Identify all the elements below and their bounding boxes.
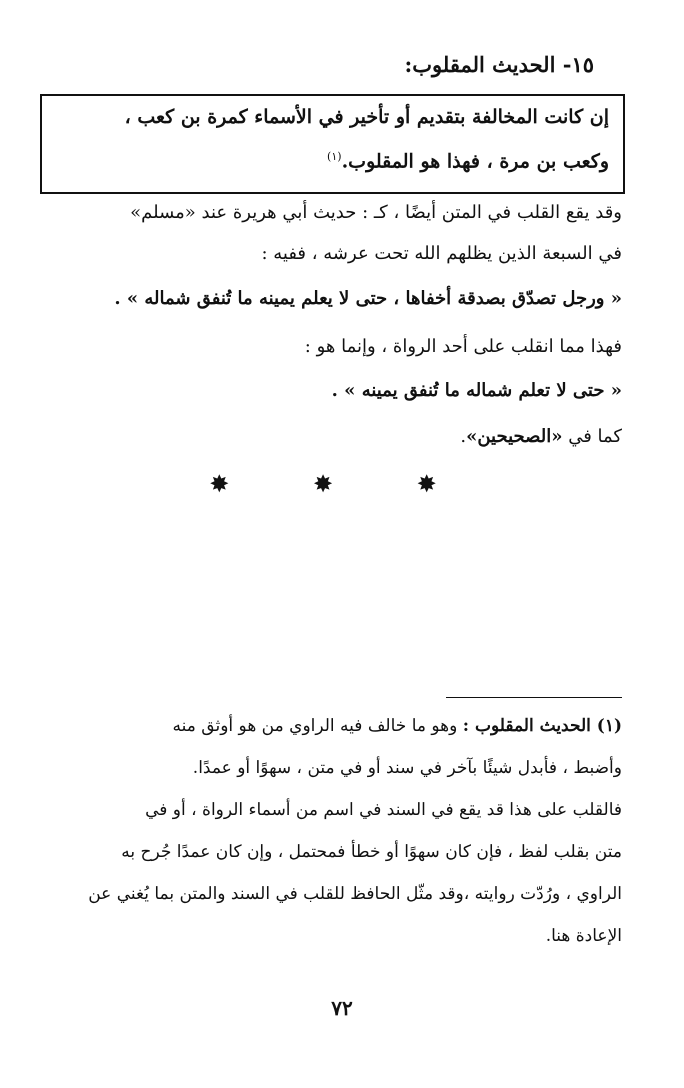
definition-box <box>40 94 625 194</box>
body-line-2: في السبعة الذين يظلهم الله تحت عرشه ، ففيه : <box>261 243 622 264</box>
definition-line-2-text: وكعب بن مرة ، فهذا هو المقلوب. <box>341 150 609 173</box>
body-line-3: « ورجل تصدّق بصدقة أخفاها ، حتى لا يعلم يمينه ما تُنفق شماله » . <box>114 288 622 309</box>
page-number: ٧٢ <box>331 996 353 1020</box>
body-line-5: « حتى لا تعلم شماله ما تُنفق يمينه » . <box>331 380 622 401</box>
body-line-6 <box>40 426 622 448</box>
body-line-4: فهذا مما انقلب على أحد الرواة ، وإنما هو : <box>304 336 622 357</box>
footnote-line-3: فالقلب على هذا قد يقع في السند في اسم من أسماء الرواة ، أو في <box>145 800 622 820</box>
footnote-label: (١) الحديث المقلوب : <box>462 716 622 736</box>
footnote-line-1 <box>40 716 622 736</box>
sahihayn-title: «الصحيحين» <box>466 426 563 447</box>
footnote-ref: (١) <box>327 150 342 163</box>
footnote-line-6: الإعادة هنا. <box>545 926 622 946</box>
footnote-line-4: متن بقلب لفظ ، فإن كان سهوًا أو خطأ فمحتمل ، وإن كان عمدًا جُرح به <box>121 842 622 862</box>
footnote-rule <box>446 697 622 698</box>
body-line-1: وقد يقع القلب في المتن أيضًا ، كـ : حديث أبي هريرة عند «مسلم» <box>130 202 622 223</box>
body-line-6-suffix: . <box>460 426 467 447</box>
footnote-line-2: وأضبط ، فأبدل شيئًا بآخر في سند أو في متن ، سهوًا أو عمدًا. <box>192 758 622 778</box>
footnote-line-1-rest: وهو ما خالف فيه الراوي من هو أوثق منه <box>172 716 458 736</box>
section-heading: ١٥- الحديث المقلوب: <box>404 52 594 77</box>
definition-line-1: إن كانت المخالفة بتقديم أو تأخير في الأسماء كمرة بن كعب ، <box>124 106 609 128</box>
footnote-line-5: الراوي ، ورُدّت روايته ،وقد مثّل الحافظ للقلب في السند والمتن بما يُغني عن <box>88 884 622 904</box>
section-separator: ✸ ✸ ✸ <box>209 470 475 498</box>
body-line-6-prefix: كما في <box>568 426 622 447</box>
definition-line-2 <box>54 150 609 173</box>
